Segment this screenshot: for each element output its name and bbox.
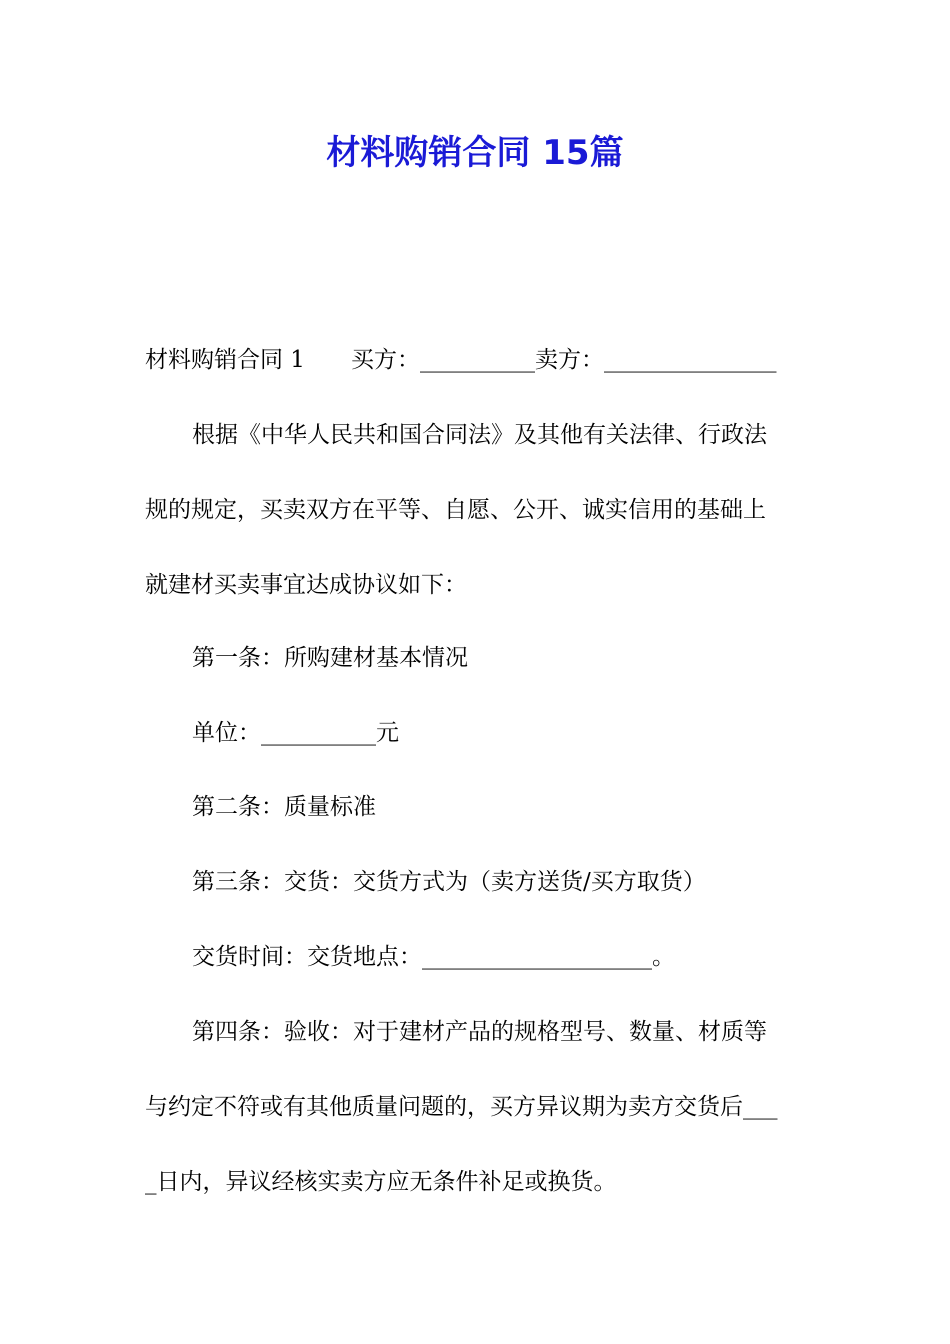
contract-number: 材料购销合同 1: [145, 347, 305, 373]
article-two-heading: 第二条：质量标准: [192, 794, 376, 820]
article-three-heading: 第三条：交货：交货方式为（卖方送货/买方取货）: [192, 869, 706, 895]
unit-price-line: 单位：__________元: [192, 720, 399, 746]
contract-header-line: [145, 340, 805, 380]
paragraph-line: 规的规定，买卖双方在平等、自愿、公开、诚实信用的基础上: [145, 497, 766, 523]
buyer-seller-fields: 买方：__________卖方：_______________: [350, 347, 777, 373]
paragraph-line: _日内，异议经核实卖方应无条件补足或换货。: [145, 1169, 617, 1195]
paragraph-line: 根据《中华人民共和国合同法》及其他有关法律、行政法: [192, 422, 767, 448]
article-one-heading: 第一条：所购建材基本情况: [192, 645, 468, 671]
paragraph-line: 就建材买卖事宜达成协议如下：: [145, 572, 467, 598]
paragraph-line: 与约定不符或有其他质量问题的，买方异议期为卖方交货后___: [145, 1094, 778, 1120]
delivery-time-line: 交货时间：交货地点：____________________。: [192, 944, 675, 970]
article-four-line: 第四条：验收：对于建材产品的规格型号、数量、材质等: [192, 1019, 767, 1045]
document-title: 材料购销合同 15篇: [326, 133, 624, 173]
